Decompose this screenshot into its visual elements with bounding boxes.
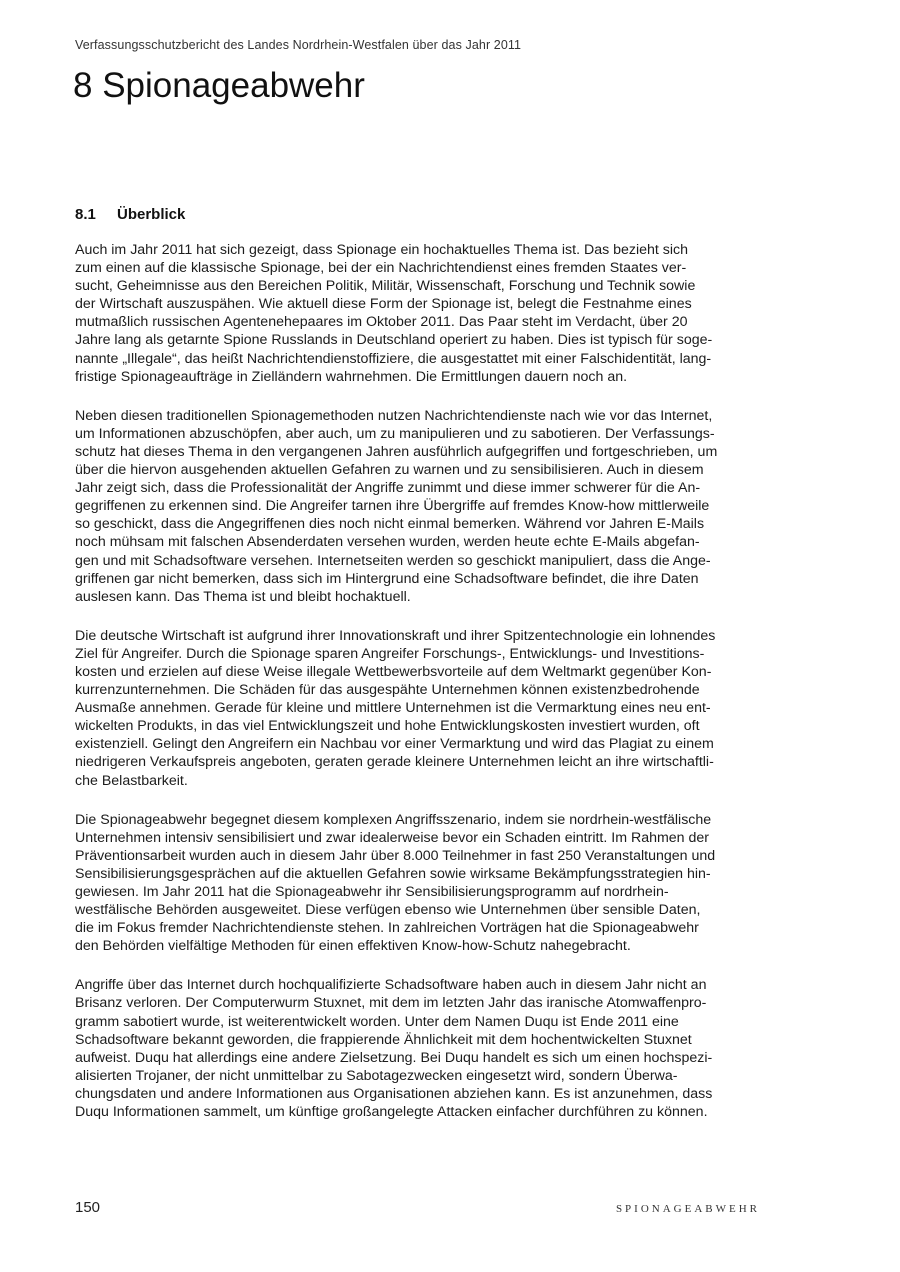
text-line: Duqu Informationen sammelt, um künftige großangelegte Attacken einfacher durchführen zu können. — [75, 1104, 708, 1121]
text-line: Schadsoftware bekannt geworden, die frappierende Ähnlichkeit mit dem hochentwickelten Stuxnet — [75, 1031, 692, 1048]
text-line: wickelten Produkts, in das viel Entwicklungszeit und hohe Entwicklungskosten investiert wurden, oft — [75, 718, 700, 735]
paragraph — [75, 627, 775, 790]
text-line: Ziel für Angreifer. Durch die Spionage sparen Angreifer Forschungs-, Entwicklungs- und Investitions- — [75, 645, 705, 662]
text-line: über die hiervon ausgehenden aktuellen Gefahren zu warnen und zu sensibilisieren. Auch in diesem — [75, 462, 704, 479]
paragraph — [75, 407, 775, 606]
text-line: westfälische Behörden ausgeweitet. Diese verfügen ebenso wie Unternehmen über sensible Daten, — [75, 902, 701, 919]
text-line: schutz hat dieses Thema in den vergangenen Jahren ausführlich aufgegriffen und fortgeschrieben, um — [75, 443, 718, 460]
chapter-title: 8 Spionageabwehr — [73, 66, 365, 105]
text-line: auslesen kann. Das Thema ist und bleibt hochaktuell. — [75, 588, 411, 605]
text-line: Auch im Jahr 2011 hat sich gezeigt, dass Spionage ein hochaktuelles Thema ist. Das bezieht sich — [75, 242, 689, 258]
text-line: kurrenzunternehmen. Die Schäden für das ausgespähte Unternehmen können existenzbedrohende — [75, 682, 700, 699]
text-line: noch mühsam mit falschen Absenderdaten versehen wurden, werden heute echte E-Mails abgefan- — [75, 534, 700, 551]
text-line: Sensibilisierungsgesprächen auf die aktuellen Gefahren sowie wirksame Bekämpfungsstrategien hin- — [75, 865, 711, 882]
text-line: kosten und erzielen auf diese Weise illegale Wettbewerbsvorteile auf dem Weltmarkt gegenüber Kon- — [75, 663, 712, 680]
text-line: gewiesen. Im Jahr 2011 hat die Spionageabwehr ihr Sensibilisierungsprogramm auf nordrhein- — [75, 884, 669, 900]
text-line: aufweist. Duqu hat allerdings eine andere Zielsetzung. Bei Duqu handelt es sich um einen hochspezi- — [75, 1049, 713, 1066]
section-title: Überblick — [117, 206, 186, 223]
page-number: 150 — [75, 1199, 101, 1216]
text-line: Die deutsche Wirtschaft ist aufgrund ihrer Innovationskraft und ihrer Spitzentechnologie ein lohnendes — [75, 627, 716, 644]
body-text — [75, 241, 775, 1142]
paragraph — [75, 976, 775, 1121]
text-line: Neben diesen traditionellen Spionagemethoden nutzen Nachrichtendienste nach wie vor das Internet, — [75, 407, 713, 424]
text-line: die im Fokus fremder Nachrichtendienste stehen. In zahlreichen Vorträgen hat die Spionageabwehr — [75, 920, 699, 937]
text-line: Ausmaße annehmen. Gerade für kleine und mittlere Unternehmen ist die Vermarktung eines neu ent- — [75, 700, 711, 717]
text-line: der Wirtschaft auszuspähen. Wie aktuell diese Form der Spionage ist, belegt die Festnahme eines — [75, 296, 692, 313]
text-line: niedrigeren Verkaufspreis angeboten, geraten gerade kleinere Unternehmen leicht an ihre wirtschaftli- — [75, 754, 714, 771]
text-line: existenziell. Gelingt den Angreifern ein Nachbau vor einer Vermarktung und wird das Plagiat zu einem — [75, 736, 714, 753]
text-line: Angriffe über das Internet durch hochqualifizierte Schadsoftware haben auch in diesem Jahr nicht an — [75, 977, 707, 994]
text-line: nannte „Illegale“, das heißt Nachrichtendienstoffiziere, die ausgestattet mit einer Falschidentität, lang- — [75, 350, 712, 367]
text-line: fristige Spionageaufträge in Zielländern wahrnehmen. Die Ermittlungen dauern noch an. — [75, 368, 628, 385]
text-line: gramm sabotiert wurde, ist weiterentwickelt worden. Unter dem Namen Duqu ist Ende 2011 eine — [75, 1013, 679, 1030]
text-line: che Belastbarkeit. — [75, 772, 188, 789]
text-line: Unternehmen intensiv sensibilisiert und zwar idealerweise bevor ein Schaden eintritt. Im Rahmen der — [75, 829, 710, 846]
section-number: 8.1 — [75, 206, 96, 223]
text-line: so geschickt, dass die Angegriffenen dies noch nicht einmal bemerken. Während vor Jahren E-Mails — [75, 516, 705, 533]
text-line: Jahr zeigt sich, dass die Professionalität der Angriffe zunimmt und diese immer schwerer für die An- — [75, 480, 701, 497]
text-line: Brisanz verloren. Der Computerwurm Stuxnet, mit dem im letzten Jahr das iranische Atomwaffenpro- — [75, 995, 707, 1012]
text-line: mutmaßlich russischen Agentenehepaares im Oktober 2011. Das Paar steht im Verdacht, über 20 — [75, 314, 688, 331]
text-line: chungsdaten und andere Informationen aus Organisationen abziehen kann. Es ist anzunehmen, dass — [75, 1085, 713, 1102]
text-line: gen und mit Schadsoftware versehen. Internetseiten werden so geschickt manipuliert, dass die Ange- — [75, 552, 711, 569]
text-line: sucht, Geheimnisse aus den Bereichen Politik, Militär, Wissenschaft, Forschung und Technik sowie — [75, 278, 696, 295]
text-line: gegriffenen zu erkennen sind. Die Angreifer tarnen ihre Übergriffe auf fremdes Know-how mittlerweile — [75, 498, 710, 515]
paragraph — [75, 241, 775, 386]
text-line: griffenen gar nicht bemerken, dass sich im Hintergrund eine Schadsoftware befindet, die ihre Daten — [75, 570, 699, 587]
text-line: um Informationen abzuschöpfen, aber auch, um zu manipulieren und zu sabotieren. Der Verfassungs- — [75, 425, 715, 442]
paragraph — [75, 811, 775, 956]
text-line: Präventionsarbeit wurden auch in diesem Jahr über 8.000 Teilnehmer in fast 250 Veranstaltungen und — [75, 847, 716, 864]
text-line: Jahre lang als getarnte Spione Russlands in Deutschland operiert zu haben. Dies ist typisch für soge- — [75, 332, 713, 349]
running-header: Verfassungsschutzbericht des Landes Nordrhein-Westfalen über das Jahr 2011 — [75, 38, 522, 52]
text-line: alisierten Trojaner, der nicht unmittelbar zu Sabotagezwecken eingesetzt wird, sondern Überwa- — [75, 1067, 678, 1084]
running-footer: SPIONAGEABWEHR — [615, 1203, 760, 1215]
section-heading — [75, 206, 185, 223]
text-line: den Behörden vielfältige Methoden für einen effektiven Know-how-Schutz nahegebracht. — [75, 938, 631, 955]
text-line: zum einen auf die klassische Spionage, bei der ein Nachrichtendienst eines fremden Staates ver- — [75, 260, 687, 277]
text-line: Die Spionageabwehr begegnet diesem komplexen Angriffsszenario, indem sie nordrhein-westfälische — [75, 811, 712, 828]
